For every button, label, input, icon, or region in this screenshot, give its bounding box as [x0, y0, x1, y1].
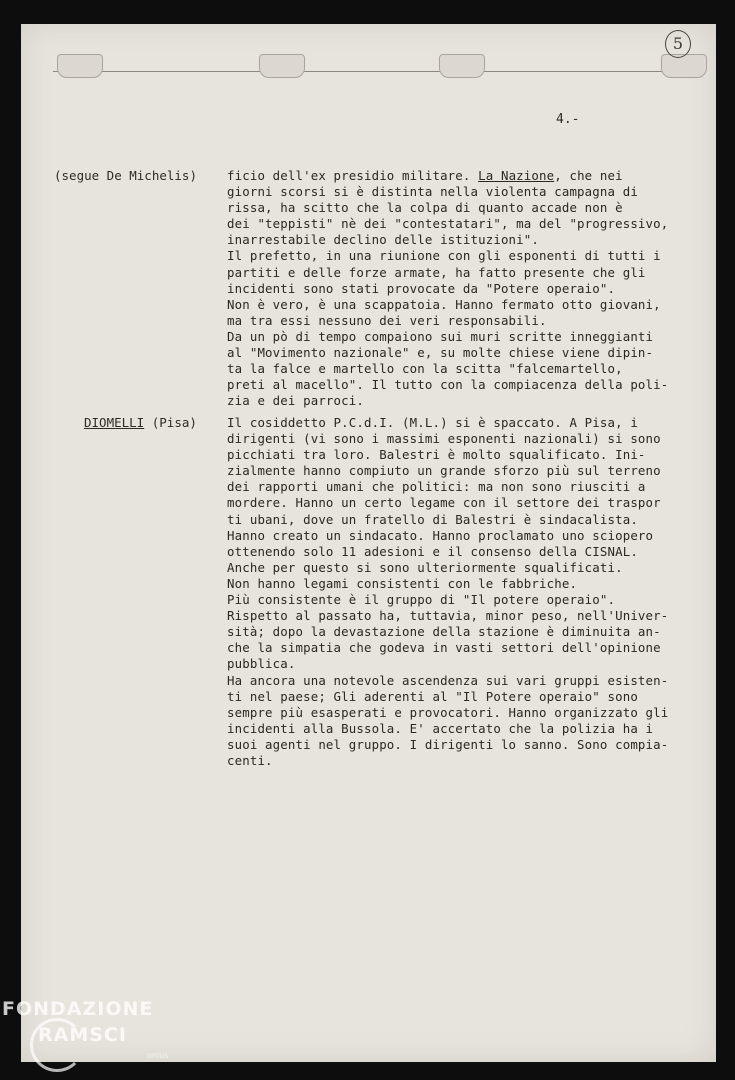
- text-line: Il prefetto, in una riunione con gli esponenti di tutti i: [227, 248, 661, 264]
- binder-clip: [661, 54, 707, 78]
- binder-clip: [439, 54, 485, 78]
- watermark-line-3: onlus: [147, 1051, 169, 1060]
- text-line: al "Movimento nazionale" e, su molte chiese viene dipin-: [227, 345, 654, 361]
- text-line: picchiati tra loro. Balestri è molto squalificato. Ini-: [227, 447, 646, 463]
- text-line: che la simpatia che godeva in vasti settori dell'opinione: [227, 640, 661, 656]
- watermark-line-1: FONDAZIONE: [2, 998, 154, 1020]
- text-line: rissa, ha scitto che la colpa di quanto accade non è: [227, 200, 623, 216]
- text-line: ma tra essi nessuno dei veri responsabili.: [227, 312, 547, 328]
- speaker-diomelli: [84, 415, 197, 430]
- fondazione-gramsci-watermark: [2, 998, 169, 1060]
- text-line: zialmente hanno compiuto un grande sforzo più sul terreno: [227, 463, 661, 479]
- text-line: Il cosiddetto P.C.d.I. (M.L.) si è spaccato. A Pisa, i: [227, 415, 638, 430]
- text-line: ficio dell'ex presidio militare. La Nazione, che nei: [227, 168, 623, 183]
- text-line: partiti e delle forze armate, ha fatto presente che gli: [227, 264, 646, 280]
- text-line: zia e dei parroci.: [227, 393, 364, 409]
- text-line: sempre più esasperati e provocatori. Hanno organizzato gli: [227, 704, 669, 720]
- section-text-de-michelis: [227, 168, 697, 409]
- text-line: Non è vero, è una scappatoia. Hanno fermato otto giovani,: [227, 296, 661, 312]
- text-line: preti al macello". Il tutto con la compiacenza della poli-: [227, 377, 669, 393]
- text-line: Più consistente è il gruppo di "Il potere operaio".: [227, 592, 616, 608]
- text-line: ti nel paese; Gli aderenti al "Il Potere operaio" sono: [227, 688, 638, 704]
- text-line: giorni scorsi si è distinta nella violenta campagna di: [227, 184, 638, 200]
- speaker-label: (segue De Michelis): [54, 168, 197, 183]
- speaker-name: DIOMELLI: [84, 415, 145, 430]
- text-line: pubblica.: [227, 656, 296, 672]
- text-line: mordere. Hanno un certo legame con il settore dei traspor: [227, 495, 661, 511]
- speaker-label: (Pisa): [144, 415, 197, 430]
- binder-clip: [259, 54, 305, 78]
- text-line: Hanno creato un sindacato. Hanno proclamato uno sciopero: [227, 527, 654, 543]
- text-line: suoi agenti nel gruppo. I dirigenti lo sanno. Sono compia-: [227, 736, 669, 752]
- text-line: ottenendo solo 11 adesioni e il consenso della CISNAL.: [227, 543, 638, 559]
- text-line: Ha ancora una notevole ascendenza sui vari gruppi esisten-: [227, 672, 669, 688]
- text-line: centi.: [227, 752, 273, 768]
- fold-line: [53, 71, 703, 72]
- text-line: Non hanno legami consistenti con le fabbriche.: [227, 575, 578, 591]
- text-line: Anche per questo si sono ulteriormente squalificati.: [227, 559, 623, 575]
- text-line: dei rapporti umani che politici: ma non sono riusciti a: [227, 479, 646, 495]
- text-line: sità; dopo la devastazione della stazione è diminuita an-: [227, 624, 661, 640]
- binder-clip: [57, 54, 103, 78]
- text-line: Rispetto al passato ha, tuttavia, minor peso, nell'Univer-: [227, 608, 669, 624]
- handwritten-page-number: 5: [665, 30, 691, 58]
- text-line: inarrestabile declino delle istituzioni".: [227, 232, 540, 248]
- text-line: incidenti sono stati provocate da "Potere operaio".: [227, 280, 616, 296]
- text-line: dei "teppisti" nè dei "contestatari", ma del "progressivo,: [227, 216, 669, 232]
- text-line: dirigenti (vi sono i massimi esponenti nazionali) si sono: [227, 431, 661, 447]
- text-line: Da un pò di tempo compaiono sui muri scritte inneggianti: [227, 328, 654, 344]
- watermark-line-2: RAMSCI: [38, 1024, 127, 1046]
- text-line: ta la falce e martello con la scitta "falcemartello,: [227, 361, 623, 377]
- text-line: incidenti alla Bussola. E' accertato che la polizia ha i: [227, 720, 654, 736]
- text-line: ti ubani, dove un fratello di Balestri è sindacalista.: [227, 511, 638, 527]
- section-text-diomelli: [227, 415, 697, 769]
- speaker-de-michelis: [54, 168, 197, 183]
- typed-page-number: 4.-: [556, 112, 580, 127]
